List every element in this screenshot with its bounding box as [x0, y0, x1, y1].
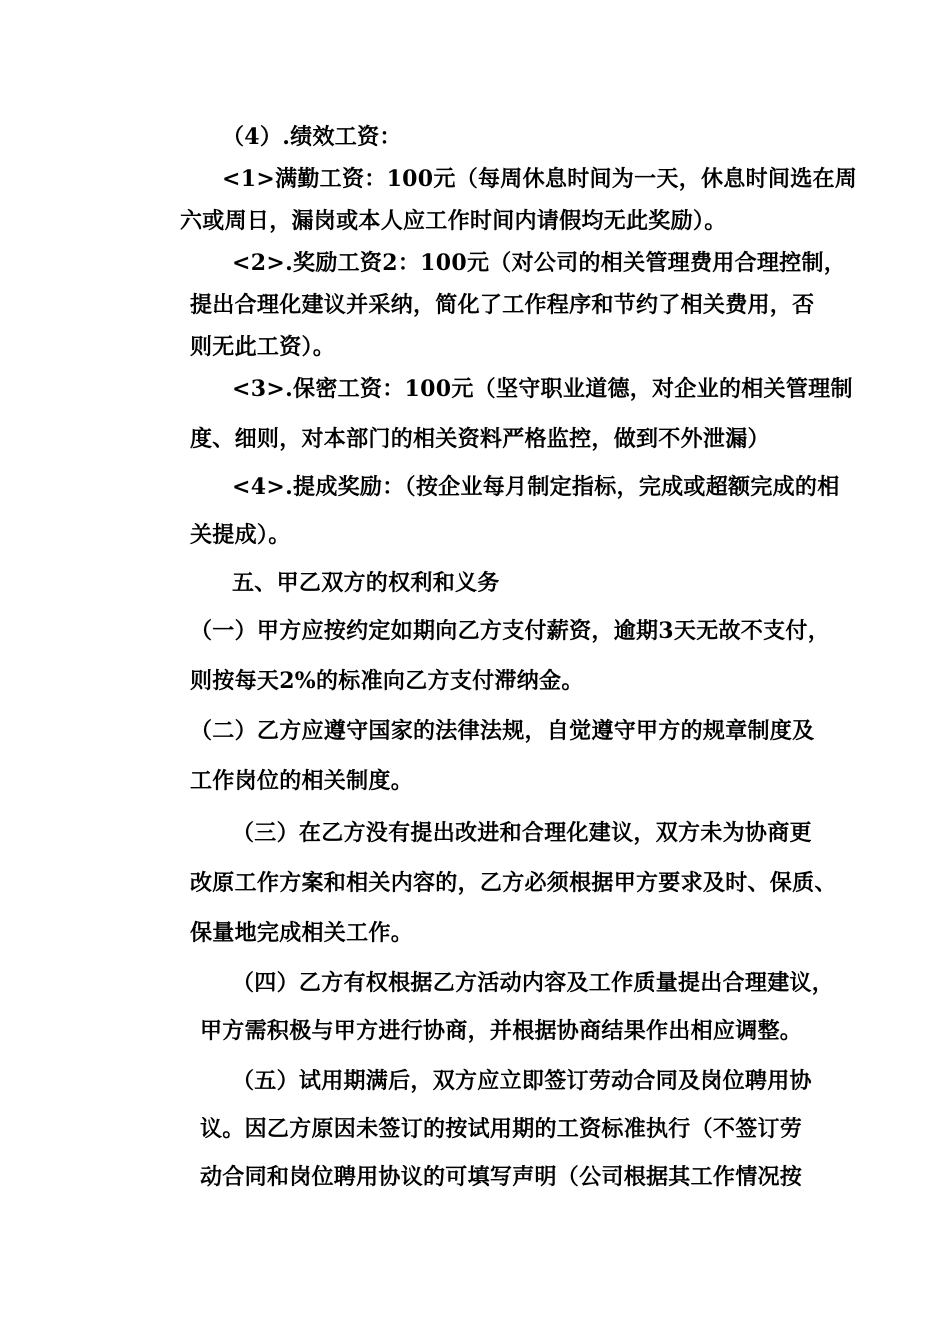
text-line-20: 甲方需积极与甲方进行协商，并根据协商结果作出相应调整。 — [200, 1018, 803, 1044]
text-line-22: 议。因乙方原因未签订的按试用期的工资标准执行（不签订劳 — [200, 1116, 803, 1142]
text-line-23: 动合同和岗位聘用协议的可填写声明（公司根据其工作情况按 — [200, 1164, 803, 1190]
text-line-8: 度、细则，对本部门的相关资料严格监控，做到不外泄漏） — [190, 426, 770, 452]
text-line-5: 提出合理化建议并采纳，简化了工作程序和节约了相关费用，否 — [190, 292, 815, 318]
text-line-19: （四）乙方有权根据乙方活动内容及工作质量提出合理建议， — [232, 970, 835, 996]
text-line-16: （三）在乙方没有提出改进和合理化建议，双方未为协商更 — [232, 820, 812, 846]
text-line-10: 关提成）。 — [190, 522, 291, 548]
text-line-9: <4>.提成奖励：（按企业每月制定指标，完成或超额完成的相 — [232, 474, 840, 500]
text-line-1: （4）.绩效工资： — [222, 124, 402, 150]
text-line-3: 六或周日，漏岗或本人应工作时间内请假均无此奖励）。 — [180, 208, 727, 234]
text-line-6: 则无此工资）。 — [190, 334, 336, 360]
section-heading: 五、甲乙双方的权利和义务 — [232, 570, 500, 596]
text-line-14: （二）乙方应遵守国家的法律法规，自觉遵守甲方的规章制度及 — [190, 718, 815, 744]
text-line-4: <2>.奖励工资2：100元（对公司的相关管理费用合理控制， — [232, 250, 847, 276]
text-line-18: 保量地完成相关工作。 — [190, 920, 414, 946]
text-line-13: 则按每天2%的标准向乙方支付滞纳金。 — [190, 668, 584, 694]
text-line-12: （一）甲方应按约定如期向乙方支付薪资，逾期3天无故不支付， — [190, 618, 831, 644]
text-line-2: <1>满勤工资：100元（每周休息时间为一天，休息时间选在周 — [222, 166, 858, 192]
text-line-17: 改原工作方案和相关内容的，乙方必须根据甲方要求及时、保质、 — [190, 870, 837, 896]
text-line-21: （五）试用期满后，双方应立即签订劳动合同及岗位聘用协 — [232, 1068, 812, 1094]
text-line-15: 工作岗位的相关制度。 — [190, 768, 414, 794]
text-line-7: <3>.保密工资：100元（坚守职业道德，对企业的相关管理制 — [232, 376, 853, 402]
